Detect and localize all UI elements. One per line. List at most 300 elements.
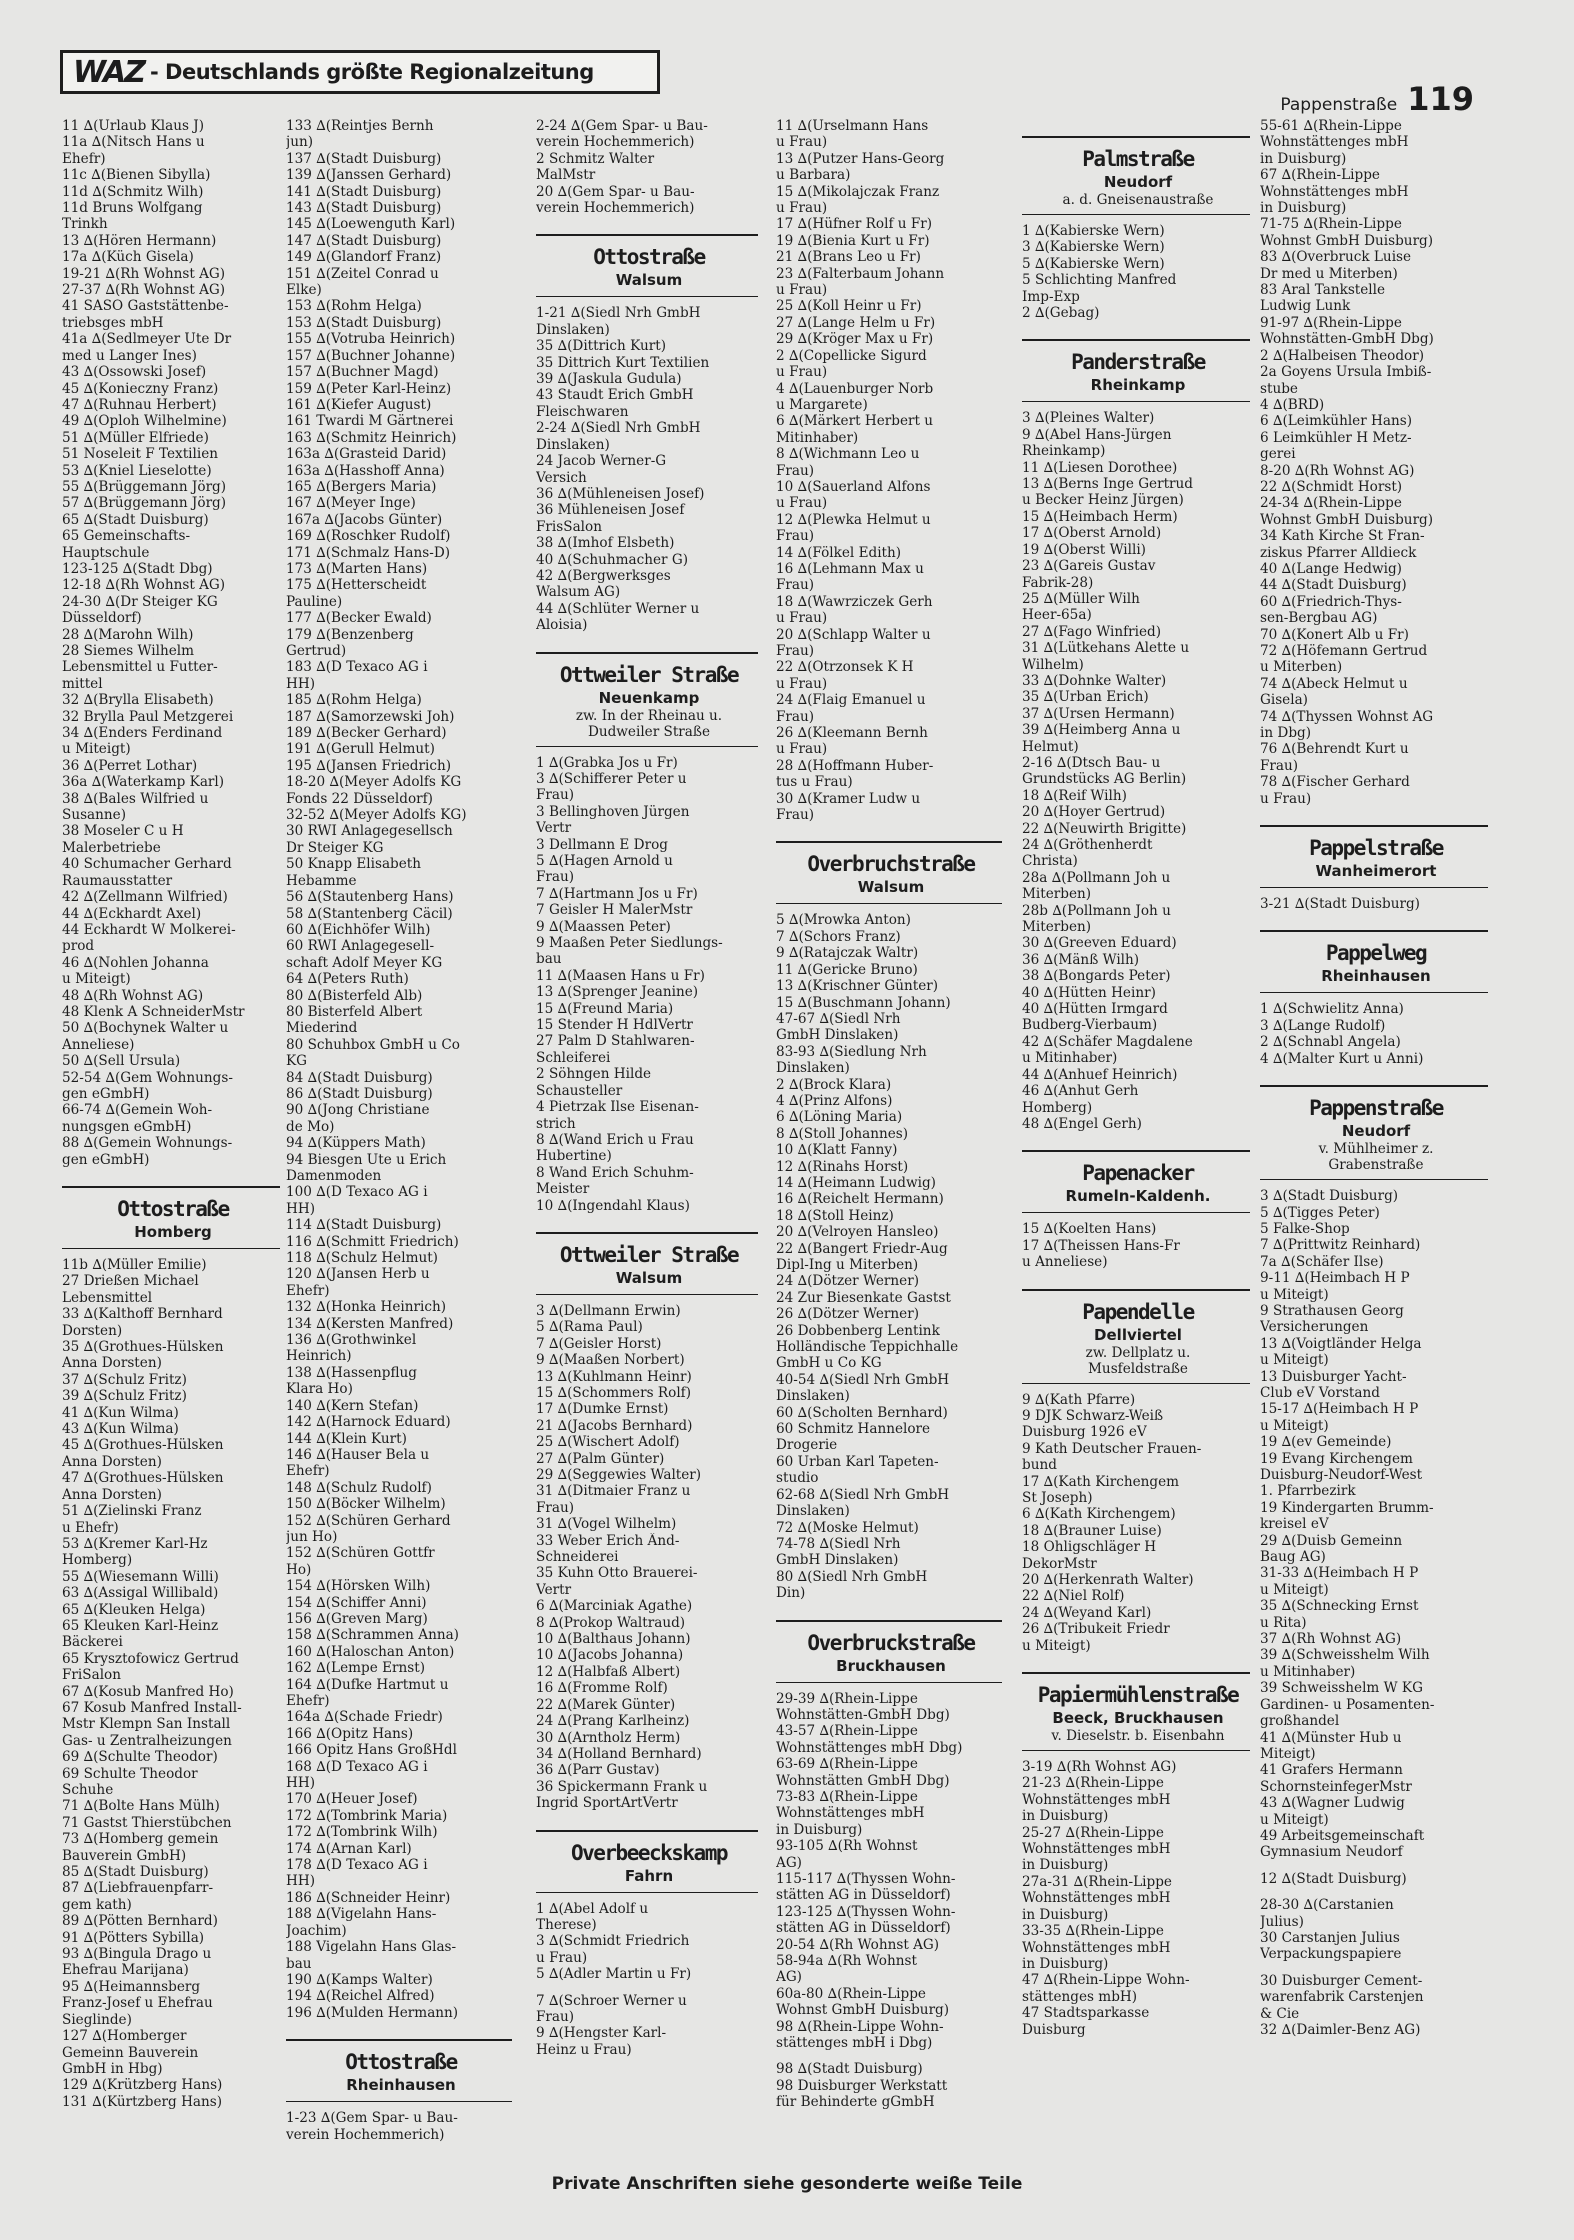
street-location-note: Grabenstraße bbox=[1328, 1157, 1424, 1174]
directory-entry: 27-37 ∆(Rh Wohnst AG) bbox=[62, 282, 226, 299]
district-name: Bruckhausen bbox=[836, 1656, 946, 1675]
directory-entry: 21 ∆(Brans Leo u Fr) bbox=[776, 249, 921, 266]
street-name: Papiermühlenstraße bbox=[1037, 1683, 1239, 1708]
directory-entry: bund bbox=[1022, 1457, 1057, 1474]
directory-entry: 53 ∆(Kremer Karl-Hz bbox=[62, 1535, 208, 1552]
directory-entry: 6 Leimkühler H Metz- bbox=[1260, 429, 1412, 446]
directory-entry: 95 ∆(Heimannsberg bbox=[62, 1978, 201, 1995]
directory-entry: Wohnstättenges mbH bbox=[1260, 134, 1409, 151]
directory-entry: 36 ∆(Mühleneisen Josef) bbox=[536, 485, 705, 502]
street-name: Overbruckstraße bbox=[807, 1630, 975, 1655]
section-rule bbox=[776, 841, 1002, 843]
section-rule bbox=[62, 1248, 280, 1249]
directory-entry: 20 ∆(Schlapp Walter u bbox=[776, 626, 931, 643]
directory-entry: in Duisburg) bbox=[776, 1821, 863, 1838]
directory-entry: 30 ∆(Arntholz Herm) bbox=[536, 1729, 681, 1746]
directory-entry: Verpackungspapiere bbox=[1260, 1946, 1402, 1963]
column-5 bbox=[1022, 118, 1254, 2158]
directory-entry: 12 ∆(Rinahs Horst) bbox=[776, 1158, 909, 1175]
directory-entry: in Dbg) bbox=[1260, 725, 1312, 742]
directory-entry: Joachim) bbox=[286, 1922, 347, 1939]
directory-entry: 157 ∆(Buchner Johanne) bbox=[286, 347, 456, 364]
directory-entry: 5 ∆(Kabierske Wern) bbox=[1022, 255, 1165, 272]
directory-entry: verein Hochemmerich) bbox=[286, 2126, 445, 2143]
directory-entry: 5 ∆(Adler Martin u Fr) bbox=[536, 1966, 692, 1983]
directory-entry: Gardinen- u Posamenten- bbox=[1260, 1696, 1435, 1713]
directory-entry: 149 ∆(Glandorf Franz) bbox=[286, 249, 442, 266]
directory-entry: 62-68 ∆(Siedl Nrh GmbH bbox=[776, 1486, 950, 1503]
directory-entry: 154 ∆(Hörsken Wilh) bbox=[286, 1578, 431, 1595]
directory-entry: 1 ∆(Abel Adolf u bbox=[536, 1900, 649, 1917]
directory-entry: Budberg-Vierbaum) bbox=[1022, 1017, 1158, 1034]
directory-entry: 188 ∆(Vigelahn Hans- bbox=[286, 1906, 437, 1923]
directory-entry: 123-125 ∆(Stadt Dbg) bbox=[62, 560, 213, 577]
directory-entry: 5 ∆(Hagen Arnold u bbox=[536, 853, 673, 869]
directory-entry: 60 ∆(Eichhöfer Wilh) bbox=[286, 921, 431, 938]
directory-entry: St Joseph) bbox=[1022, 1489, 1093, 1506]
directory-entry: u Miteigt) bbox=[1260, 1352, 1329, 1369]
directory-entry: 42 ∆(Schäfer Magdalene bbox=[1022, 1033, 1193, 1050]
directory-entry: 15 ∆(Mikolajczak Franz bbox=[776, 183, 940, 200]
directory-entry: 29-39 ∆(Rhein-Lippe bbox=[776, 1690, 918, 1707]
street-name: Overbeeckskamp bbox=[570, 1840, 727, 1865]
directory-entry: 2 Schmitz Walter bbox=[536, 150, 655, 167]
street-section-header bbox=[1260, 825, 1492, 888]
directory-entry: 93-105 ∆(Rh Wohnst bbox=[776, 1838, 918, 1855]
district-name: Walsum bbox=[615, 1268, 683, 1287]
directory-entry: u Miteigt) bbox=[1022, 1637, 1091, 1654]
section-rule bbox=[536, 1232, 758, 1234]
directory-entry: 24-30 ∆(Dr Steiger KG bbox=[62, 593, 218, 610]
directory-entry: stättenges mbH i Dbg) bbox=[776, 2035, 933, 2052]
directory-entry: 137 ∆(Stadt Duisburg) bbox=[286, 150, 442, 167]
directory-entry: 43 ∆(Wagner Ludwig bbox=[1260, 1795, 1405, 1812]
directory-entry: für Behinderte gGmbH bbox=[776, 2094, 935, 2111]
directory-entry: 35 ∆(Dittrich Kurt) bbox=[536, 338, 666, 355]
directory-entry: 3 ∆(Lange Rudolf) bbox=[1260, 1017, 1386, 1034]
directory-entry: 9 ∆(Hengster Karl- bbox=[536, 2025, 667, 2042]
directory-entry: MalMstr bbox=[536, 167, 596, 184]
directory-entry: 43-57 ∆(Rhein-Lippe bbox=[776, 1723, 918, 1740]
directory-entry: 32-52 ∆(Meyer Adolfs KG) bbox=[286, 807, 467, 824]
directory-entry: 2 ∆(Copellicke Sigurd bbox=[776, 347, 927, 364]
directory-entry: Frau) bbox=[536, 2008, 575, 2025]
directory-entry: 80 ∆(Bisterfeld Alb) bbox=[286, 987, 423, 1004]
directory-entry: 40 ∆(Hütten Heinr) bbox=[1022, 984, 1156, 1001]
directory-entry: 166 Opitz Hans GroßHdl bbox=[286, 1742, 457, 1759]
directory-entry: 156 ∆(Greven Marg) bbox=[286, 1610, 428, 1627]
directory-entry: u Miteigt) bbox=[1260, 1417, 1329, 1434]
directory-entry: 58 ∆(Stantenberg Cäcil) bbox=[286, 905, 453, 922]
directory-entry: 31-33 ∆(Heimbach H P bbox=[1260, 1565, 1419, 1582]
directory-entry: 36 Mühleneisen Josef bbox=[536, 502, 685, 519]
directory-entry: Wohnstättenges mbH bbox=[1022, 1939, 1171, 1956]
directory-entry: 37 ∆(Rh Wohnst AG) bbox=[1260, 1631, 1402, 1648]
directory-entry: u Miteigt) bbox=[62, 971, 131, 988]
directory-entry: Vertr bbox=[536, 1581, 572, 1598]
directory-entry: 55 ∆(Wiesemann Willi) bbox=[62, 1568, 219, 1585]
directory-entry: 194 ∆(Reichel Alfred) bbox=[286, 1988, 435, 2005]
directory-entry: 24 ∆(Dötzer Werner) bbox=[776, 1273, 919, 1290]
section-rule bbox=[1022, 1750, 1250, 1751]
directory-entry: 25 ∆(Wischert Adolf) bbox=[536, 1434, 680, 1451]
district-name: Rheinhausen bbox=[1321, 967, 1431, 986]
directory-entry: 28 ∆(Marohn Wilh) bbox=[62, 626, 194, 643]
directory-entry: Bauverein GmbH) bbox=[62, 1847, 187, 1864]
directory-entry: 3 ∆(Stadt Duisburg) bbox=[1260, 1188, 1399, 1205]
directory-entry: 10 ∆(Klatt Fanny) bbox=[776, 1142, 898, 1159]
directory-entry: Frau) bbox=[776, 462, 815, 479]
directory-entry: 4 ∆(Lauenburger Norb bbox=[776, 380, 934, 397]
street-location-note: v. Mühlheimer z. bbox=[1318, 1141, 1434, 1158]
street-name: Palmstraße bbox=[1082, 147, 1194, 171]
directory-entry: Wohnstättenges mbH bbox=[1260, 183, 1409, 200]
directory-entry: u Miteigt) bbox=[1260, 1581, 1329, 1598]
directory-entry: 150 ∆(Böcker Wilhelm) bbox=[286, 1496, 446, 1513]
directory-entry: 6 ∆(Leimkühler Hans) bbox=[1260, 413, 1413, 430]
directory-entry: Dinslaken) bbox=[536, 436, 610, 453]
directory-entry: 11 ∆(Gericke Bruno) bbox=[776, 961, 918, 978]
directory-entry: Duisburg bbox=[1022, 2021, 1086, 2038]
directory-entry: Mstr Klempn San Install bbox=[62, 1716, 231, 1733]
directory-entry: 18 ∆(Reif Wilh) bbox=[1022, 787, 1127, 804]
directory-entry: Elke) bbox=[286, 282, 322, 299]
directory-entry: 3 Dellmann E Drog bbox=[536, 836, 668, 853]
directory-entry: 7 ∆(Geisler Horst) bbox=[536, 1335, 662, 1352]
directory-entry: u Miteigt) bbox=[1260, 1286, 1329, 1303]
directory-entry: 195 ∆(Jansen Friedrich) bbox=[286, 757, 452, 774]
directory-entry: Franz-Josef u Ehefrau bbox=[62, 1995, 213, 2012]
directory-entry: 48 Klenk A SchneiderMstr bbox=[62, 1003, 245, 1020]
section-rule bbox=[286, 2101, 512, 2102]
directory-entry: med u Langer Ines) bbox=[62, 347, 197, 364]
directory-entry: Ehefr) bbox=[62, 150, 106, 167]
directory-entry: bau bbox=[286, 1955, 312, 1972]
section-rule bbox=[1022, 401, 1250, 402]
directory-entry: 65 ∆(Kleuken Helga) bbox=[62, 1601, 206, 1618]
directory-entry: 67 ∆(Rhein-Lippe bbox=[1260, 167, 1380, 184]
street-section-header bbox=[62, 1186, 284, 1249]
directory-entry: 65 Kleuken Karl-Heinz bbox=[62, 1617, 219, 1634]
directory-entry: 32 ∆(Brylla Elisabeth) bbox=[62, 692, 214, 709]
directory-entry: 20-54 ∆(Rh Wohnst AG) bbox=[776, 1936, 940, 1953]
directory-entry: 34 Kath Kirche St Fran- bbox=[1260, 528, 1425, 545]
directory-entry: 143 ∆(Stadt Duisburg) bbox=[286, 200, 442, 217]
directory-entry: 15 ∆(Koelten Hans) bbox=[1022, 1221, 1157, 1238]
directory-entry: 196 ∆(Mulden Hermann) bbox=[286, 2004, 459, 2021]
directory-entry: HH) bbox=[286, 1775, 316, 1792]
directory-entry: 188 Vigelahn Hans Glas- bbox=[286, 1939, 457, 1956]
directory-entry: 186 ∆(Schneider Heinr) bbox=[286, 1889, 451, 1906]
directory-entry: 4 Pietrzak Ilse Eisenan- bbox=[536, 1099, 699, 1116]
directory-entry: warenfabrik Carstenjen bbox=[1260, 1989, 1424, 2006]
directory-entry: 39 ∆(Heimberg Anna u bbox=[1022, 722, 1181, 739]
directory-entry: 12 ∆(Stadt Duisburg) bbox=[1260, 1870, 1407, 1887]
directory-entry: Raumausstatter bbox=[62, 872, 173, 889]
directory-entry: 41 ∆(Münster Hub u bbox=[1260, 1729, 1402, 1746]
section-rule bbox=[776, 903, 1002, 904]
section-rule bbox=[1022, 339, 1250, 341]
street-section-header bbox=[536, 652, 762, 747]
directory-entry: 2 ∆(Gebag) bbox=[1022, 305, 1100, 322]
directory-entry: 191 ∆(Gerull Helmut) bbox=[286, 741, 435, 758]
directory-entry: 1 ∆(Schwielitz Anna) bbox=[1260, 1001, 1404, 1018]
directory-entry: Duisburg-Neudorf-West bbox=[1260, 1467, 1423, 1483]
directory-entry: 19 ∆(Oberst Willi) bbox=[1022, 541, 1146, 558]
directory-entry: 29 ∆(Seggewies Walter) bbox=[536, 1467, 702, 1483]
directory-entry: 13 ∆(Voigtländer Helga bbox=[1260, 1335, 1422, 1352]
directory-entry: Malerbetriebe bbox=[62, 839, 161, 856]
directory-entry: 142 ∆(Harnock Eduard) bbox=[286, 1414, 451, 1431]
directory-entry: 13 ∆(Sprenger Jeanine) bbox=[536, 984, 699, 1001]
directory-entry: 90 ∆(Jong Christiane bbox=[286, 1102, 430, 1119]
directory-entry: u Anneliese) bbox=[1022, 1254, 1108, 1271]
directory-entry: KG bbox=[286, 1053, 308, 1070]
directory-entry: 30 ∆(Kramer Ludw u bbox=[776, 790, 921, 807]
directory-entry: 127 ∆(Homberger bbox=[62, 2028, 187, 2045]
directory-entry: kreisel eV bbox=[1260, 1516, 1329, 1533]
directory-entry: Ludwig Lunk bbox=[1260, 298, 1351, 315]
section-rule bbox=[1260, 1179, 1488, 1180]
directory-entry: 24 Jacob Werner-G bbox=[536, 453, 667, 470]
directory-entry: ziskus Pfarrer Alldieck bbox=[1260, 544, 1417, 561]
directory-entry: u Mitinhaber) bbox=[1022, 1050, 1118, 1067]
directory-entry: u Frau) bbox=[776, 675, 828, 692]
directory-entry: GmbH u Co KG bbox=[776, 1355, 882, 1372]
directory-entry: Wohnst GmbH Duisburg) bbox=[776, 2002, 950, 2019]
directory-entry: 53 ∆(Kniel Lieselotte) bbox=[62, 462, 212, 479]
directory-entry: 7 ∆(Hartmann Jos u Fr) bbox=[536, 885, 698, 902]
directory-entry: Gas- u Zentralheizungen bbox=[62, 1732, 232, 1749]
district-name: Wanheimerort bbox=[1315, 862, 1437, 881]
directory-entry: u Becker Heinz Jürgen) bbox=[1022, 492, 1184, 509]
street-location-note: Dudweiler Straße bbox=[587, 723, 711, 740]
directory-entry: 60 RWI Anlagegesell- bbox=[286, 938, 435, 955]
column-1 bbox=[62, 118, 284, 2158]
directory-entry: in Duisburg) bbox=[1260, 150, 1347, 167]
directory-entry: 42 ∆(Zellmann Wilfried) bbox=[62, 889, 228, 906]
directory-entry: Miteigt) bbox=[1260, 1745, 1316, 1762]
street-location-note: zw. In der Rheinau u. bbox=[575, 707, 723, 724]
directory-entry: 28 ∆(Hoffmann Huber- bbox=[776, 757, 934, 774]
directory-entry: 11b ∆(Müller Emilie) bbox=[62, 1257, 207, 1273]
directory-entry: u Rita) bbox=[1260, 1614, 1307, 1631]
street-section-header bbox=[286, 2039, 516, 2102]
directory-entry: Wohnst GmbH Duisburg) bbox=[1260, 232, 1434, 249]
directory-entry: 146 ∆(Hauser Bela u bbox=[286, 1446, 430, 1463]
directory-entry: 60a-80 ∆(Rhein-Lippe bbox=[776, 1985, 926, 2002]
street-name: Overbruchstraße bbox=[807, 852, 975, 877]
directory-entry: 187 ∆(Samorzewski Joh) bbox=[286, 708, 455, 725]
directory-entry: 47 ∆(Grothues-Hülsken bbox=[62, 1470, 224, 1487]
directory-entry: 16 ∆(Lehmann Max u bbox=[776, 560, 924, 577]
directory-entry: 27a-31 ∆(Rhein-Lippe bbox=[1022, 1873, 1172, 1890]
directory-entry: 35 Dittrich Kurt Textilien bbox=[536, 354, 710, 371]
directory-entry: 70 ∆(Konert Alb u Fr) bbox=[1260, 626, 1409, 643]
directory-entry: 9 Kath Deutscher Frauen- bbox=[1022, 1440, 1202, 1457]
directory-entry: 170 ∆(Heuer Josef) bbox=[286, 1791, 418, 1808]
directory-entry: 15 Stender H HdlVertr bbox=[536, 1017, 693, 1034]
directory-entry: 2-24 ∆(Siedl Nrh GmbH bbox=[536, 420, 701, 437]
section-rule bbox=[1022, 1672, 1250, 1674]
directory-entry: 163a ∆(Hasshoff Anna) bbox=[286, 462, 445, 479]
directory-entry: Versich bbox=[536, 469, 587, 486]
directory-entry: 15 ∆(Heimbach Herm) bbox=[1022, 508, 1178, 525]
directory-entry: 159 ∆(Peter Karl-Heinz) bbox=[286, 380, 452, 397]
directory-entry bbox=[536, 1983, 762, 1993]
directory-entry: großhandel bbox=[1260, 1713, 1340, 1730]
directory-entry: 13 ∆(Putzer Hans-Georg bbox=[776, 150, 945, 167]
directory-entry: 11 ∆(Maasen Hans u Fr) bbox=[536, 967, 705, 984]
directory-entry: 15 ∆(Schommers Rolf) bbox=[536, 1384, 692, 1401]
directory-entry: 39 Schweisshelm W KG bbox=[1260, 1680, 1423, 1697]
directory-entry: 41a ∆(Sedlmeyer Ute Dr bbox=[62, 331, 232, 348]
directory-entry: Miterben) bbox=[1022, 919, 1092, 936]
directory-entry: 7a ∆(Schäfer Ilse) bbox=[1260, 1253, 1384, 1270]
directory-entry: 47-67 ∆(Siedl Nrh bbox=[776, 1010, 901, 1027]
street-section-header bbox=[776, 841, 1006, 904]
directory-entry: Julius) bbox=[1260, 1913, 1304, 1930]
directory-entry: 3-21 ∆(Stadt Duisburg) bbox=[1260, 896, 1420, 913]
street-location-note: zw. Dellplatz u. bbox=[1085, 1344, 1191, 1361]
directory-entry: u Frau) bbox=[776, 134, 828, 151]
directory-entry: 129 ∆(Krützberg Hans) bbox=[62, 2077, 223, 2094]
directory-entry: 67 ∆(Kosub Manfred Ho) bbox=[62, 1683, 234, 1700]
directory-entry: 10 ∆(Sauerland Alfons bbox=[776, 478, 931, 495]
directory-entry: 40 ∆(Hütten Irmgard bbox=[1022, 1001, 1168, 1018]
directory-entry: 3 ∆(Schmidt Friedrich bbox=[536, 1933, 690, 1950]
directory-entry: 65 Gemeinschafts- bbox=[62, 528, 191, 545]
directory-entry: 74 ∆(Thyssen Wohnst AG bbox=[1260, 708, 1434, 725]
directory-entry: 40 ∆(Schuhmacher G) bbox=[536, 551, 688, 568]
directory-entry: jun Ho) bbox=[286, 1528, 338, 1545]
section-rule bbox=[1022, 136, 1250, 138]
directory-entry: 55-61 ∆(Rhein-Lippe bbox=[1260, 118, 1402, 134]
section-rule bbox=[1022, 1212, 1250, 1213]
street-name: Ottostraße bbox=[593, 245, 705, 270]
directory-entry: 10 ∆(Balthaus Johann) bbox=[536, 1631, 691, 1648]
section-rule bbox=[776, 1620, 1002, 1622]
directory-entry: 6 ∆(Märkert Herbert u bbox=[776, 413, 934, 430]
directory-entry: Duisburg 1926 eV bbox=[1022, 1424, 1147, 1441]
street-name: Ottweiler Straße bbox=[559, 662, 739, 687]
directory-entry: 35 Kuhn Otto Brauerei- bbox=[536, 1565, 698, 1582]
directory-entry: 5 ∆(Mrowka Anton) bbox=[776, 912, 911, 929]
masthead bbox=[60, 50, 660, 94]
street-name: Ottostraße bbox=[117, 1197, 229, 1221]
directory-entry: schaft Adolf Meyer KG bbox=[286, 954, 443, 971]
directory-entry: & Cie bbox=[1260, 2005, 1300, 2022]
directory-entry: 172 ∆(Tombrink Maria) bbox=[286, 1807, 448, 1824]
directory-entry: GmbH Dinslaken) bbox=[776, 1552, 899, 1569]
directory-entry: 25-27 ∆(Rhein-Lippe bbox=[1022, 1824, 1164, 1841]
directory-entry: 175 ∆(Hetterscheidt bbox=[286, 577, 427, 594]
directory-entry: Trinkh bbox=[62, 216, 108, 233]
directory-entry: 17 ∆(Theissen Hans-Fr bbox=[1022, 1237, 1180, 1254]
directory-entry: 160 ∆(Haloschan Anton) bbox=[286, 1643, 455, 1660]
directory-entry: u Margarete) bbox=[776, 396, 868, 413]
directory-entry bbox=[1260, 1861, 1492, 1871]
directory-entry: 134 ∆(Kersten Manfred) bbox=[286, 1315, 454, 1332]
directory-entry: 115-117 ∆(Thyssen Wohn- bbox=[776, 1871, 956, 1887]
directory-entry: 24 ∆(Gröthenherdt bbox=[1022, 837, 1153, 853]
directory-entry: stube bbox=[1260, 380, 1298, 397]
directory-entry: 9 Maaßen Peter Siedlungs- bbox=[536, 935, 723, 952]
directory-entry: 164 ∆(Dufke Hartmut u bbox=[286, 1676, 449, 1693]
directory-entry: 44 ∆(Schlüter Werner u bbox=[536, 600, 700, 617]
directory-entry: u Frau) bbox=[776, 610, 828, 627]
directory-entry: 36 ∆(Mänß Wilh) bbox=[1022, 951, 1140, 968]
directory-entry: 26 ∆(Tribukeit Friedr bbox=[1022, 1621, 1170, 1638]
directory-entry: Wohnstättenges mbH bbox=[1022, 1890, 1171, 1907]
directory-entry: 91-97 ∆(Rhein-Lippe bbox=[1260, 314, 1402, 331]
directory-entry: Anneliese) bbox=[62, 1036, 135, 1053]
directory-entry: Dipl-Ing u Miterben) bbox=[776, 1257, 919, 1273]
directory-entry: 46 ∆(Anhut Gerh bbox=[1022, 1083, 1139, 1100]
directory-entry: SchornsteinfegerMstr bbox=[1260, 1778, 1412, 1795]
directory-entry: 3-19 ∆(Rh Wohnst AG) bbox=[1022, 1759, 1177, 1776]
section-rule bbox=[776, 1682, 1002, 1683]
directory-entry: 47 ∆(Ruhnau Herbert) bbox=[62, 396, 217, 413]
directory-entry: Frau) bbox=[776, 577, 815, 594]
directory-entry: 60 ∆(Friedrich-Thys- bbox=[1260, 593, 1402, 610]
directory-entry: Schleiferei bbox=[536, 1049, 611, 1066]
directory-entry: Heinz u Frau) bbox=[536, 2041, 632, 2058]
directory-entry: Christa) bbox=[1022, 853, 1078, 870]
directory-entry: u Miteigt) bbox=[62, 741, 131, 758]
section-rule bbox=[286, 2039, 512, 2041]
directory-entry: 13 Duisburger Yacht- bbox=[1260, 1368, 1407, 1385]
section-rule bbox=[536, 1830, 758, 1832]
directory-entry: 9-11 ∆(Heimbach H P bbox=[1260, 1270, 1410, 1287]
directory-entry: 33 Weber Erich Änd- bbox=[536, 1532, 680, 1549]
section-rule bbox=[536, 746, 758, 747]
directory-entry: 27 Palm D Stahlwaren- bbox=[536, 1033, 695, 1050]
directory-entry: 16 ∆(Reichelt Hermann) bbox=[776, 1191, 944, 1208]
directory-entry: Ingrid SportArtVertr bbox=[536, 1795, 678, 1812]
directory-entry: 36 Spickermann Frank u bbox=[536, 1778, 708, 1795]
directory-entry: bau bbox=[536, 951, 562, 968]
directory-entry: GmbH Dinslaken) bbox=[776, 1027, 899, 1044]
directory-entry: 93 ∆(Bingula Drago u bbox=[62, 1946, 212, 1963]
directory-entry: 163 ∆(Schmitz Heinrich) bbox=[286, 429, 457, 446]
directory-entry: 88 ∆(Gemein Wohnungs- bbox=[62, 1135, 233, 1152]
directory-entry: 73-83 ∆(Rhein-Lippe bbox=[776, 1788, 918, 1805]
directory-entry: 15 ∆(Buschmann Johann) bbox=[776, 994, 951, 1011]
directory-entry: 39 ∆(Schweisshelm Wilh bbox=[1260, 1647, 1430, 1664]
directory-entry: Wohnst GmbH Duisburg) bbox=[1260, 511, 1434, 528]
directory-entry: 41 Grafers Hermann bbox=[1260, 1762, 1403, 1779]
directory-entry: 24 ∆(Weyand Karl) bbox=[1022, 1604, 1152, 1621]
directory-entry: 153 ∆(Stadt Duisburg) bbox=[286, 314, 442, 331]
directory-entry: tus u Frau) bbox=[776, 774, 853, 791]
directory-entry: 60 Schmitz Hannelore bbox=[776, 1421, 931, 1438]
directory-entry: nungsgen eGmbH) bbox=[62, 1118, 192, 1135]
directory-entry: 21 ∆(Jacobs Bernhard) bbox=[536, 1417, 693, 1434]
directory-entry: Sieglinde) bbox=[62, 2011, 132, 2028]
directory-entry: in Duisburg) bbox=[1022, 1857, 1109, 1874]
directory-entry: Holländische Teppichhalle bbox=[776, 1339, 959, 1356]
directory-entry: 31 ∆(Ditmaier Franz u bbox=[536, 1483, 691, 1500]
directory-entry: Schneiderei bbox=[536, 1549, 619, 1566]
directory-entry: Drogerie bbox=[776, 1437, 838, 1454]
directory-entry: 2 ∆(Schnabl Angela) bbox=[1260, 1034, 1401, 1051]
directory-entry: 39 ∆(Jaskula Gudula) bbox=[536, 371, 682, 388]
directory-entry: 52-54 ∆(Gem Wohnungs- bbox=[62, 1069, 233, 1086]
street-name: Ottostraße bbox=[345, 2050, 457, 2075]
directory-entry: 14 ∆(Fölkel Edith) bbox=[776, 544, 902, 561]
directory-entry: 39 ∆(Schulz Fritz) bbox=[62, 1388, 187, 1405]
